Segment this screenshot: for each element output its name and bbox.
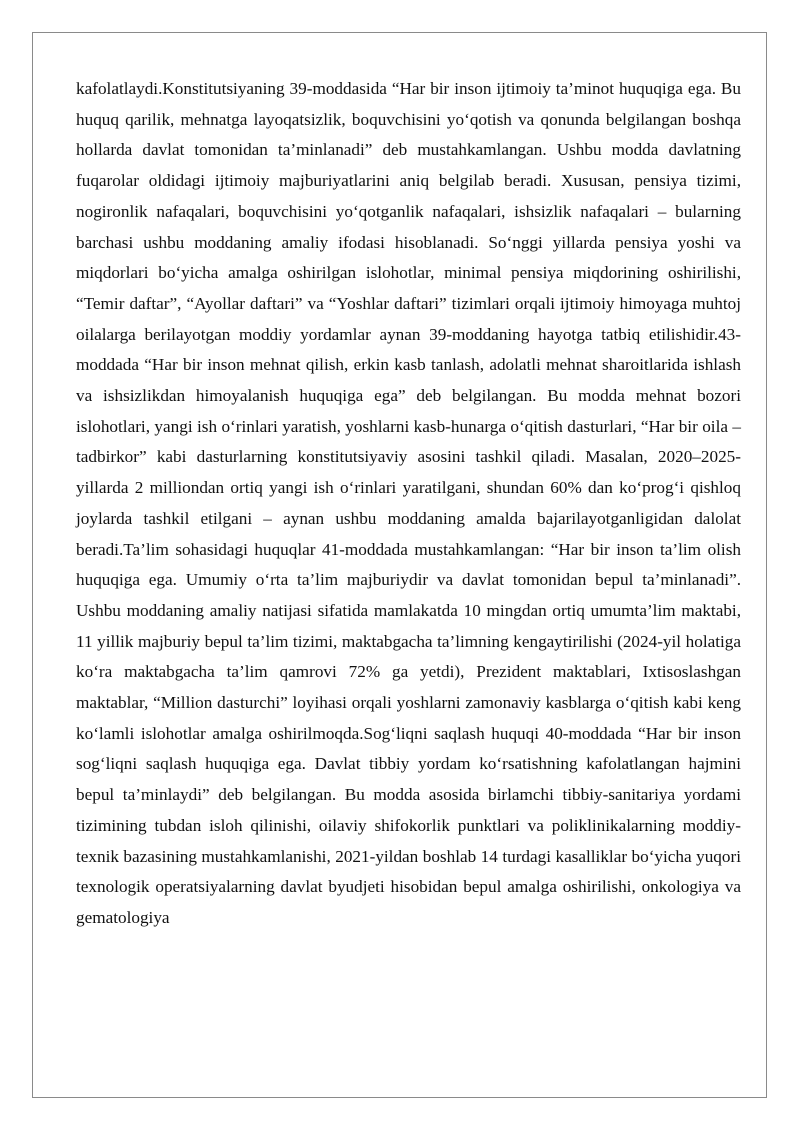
body-paragraph: kafolatlaydi.Konstitutsiyaning 39-moddasida “Har bir inson ijtimoiy ta’minot huquqiga ega. Bu huquq qarilik, mehnatga layoqatsizlik, boquvchisini yo‘qotish va qonunda belgilangan boshqa hollarda davlat tomonidan ta’minlanadi” deb mustahkamlangan. Ushbu modda davlatning fuqarolar oldidagi ijtimoiy majburiyatlarini aniq belgilab beradi. Xususan, pensiya tizimi, nogironlik nafaqalari, boquvchisini yo‘qotganlik nafaqalari, ishsizlik nafaqalari – bularning barchasi ushbu moddaning amaliy ifodasi hisoblanadi. So‘nggi yillarda pensiya yoshi va miqdorlari bo‘yicha amalga oshirilgan islohotlar, minimal pensiya miqdorining oshirilishi, “Temir daftar”, “Ayollar daftari” va “Yoshlar daftari” tizimlari orqali ijtimoiy himoyaga muhtoj oilalarga berilayotgan moddiy yordamlar aynan 39-moddaning hayotga tatbiq etilishidir.43-moddada “Har bir inson mehnat qilish, erkin kasb tanlash, adolatli mehnat sharoitlarida ishlash va ishsizlikdan himoyalanish huquqiga ega” deb belgilangan. Bu modda mehnat bozori islohotlari, yangi ish o‘rinlari yaratish, yoshlarni kasb-hunarga o‘qitish dasturlari, “Har bir oila – tadbirkor” kabi dasturlarning konstitutsiyaviy asosini tashkil qiladi. Masalan, 2020–2025-yillarda 2 milliondan ortiq yangi ish o‘rinlari yaratilgani, shundan 60% dan ko‘prog‘i qishloq joylarda tashkil etilgani – aynan ushbu moddaning amalda bajarilayotganligidan dalolat beradi.Ta’lim sohasidagi huquqlar 41-moddada mustahkamlangan: “Har bir inson ta’lim olish huquqiga ega. Umumiy o‘rta ta’lim majburiydir va davlat tomonidan bepul ta’minlanadi”. Ushbu moddaning amaliy natijasi sifatida mamlakatda 10 mingdan ortiq umumta’lim maktabi, 11 yillik majburiy bepul ta’lim tizimi, maktabgacha ta’limning kengaytirilishi (2024-yil holatiga ko‘ra maktabgacha ta’lim qamrovi 72% ga yetdi), Prezident maktablari, Ixtisoslashgan maktablar, “Million dasturchi” loyihasi orqali yoshlarni zamonaviy kasblarga o‘qitish kabi keng ko‘lamli islohotlar amalga oshirilmoqda.Sog‘liqni saqlash huquqi 40-moddada “Har bir inson sog‘liqni saqlash huquqiga ega. Davlat tibbiy yordam ko‘rsatishning kafolatlangan hajmini bepul ta’minlaydi” deb belgilangan. Bu modda asosida birlamchi tibbiy-sanitariya yordami tizimining tubdan isloh qilinishi, oilaviy shifokorlik punktlari va poliklinikalarning moddiy-texnik bazasining mustahkamlanishi, 2021-yildan boshlab 14 turdagi kasalliklar bo‘yicha yuqori texnologik operatsiyalarning davlat byudjeti hisobidan bepul amalga oshirilishi, onkologiya va gematologiya — [76, 79, 741, 927]
